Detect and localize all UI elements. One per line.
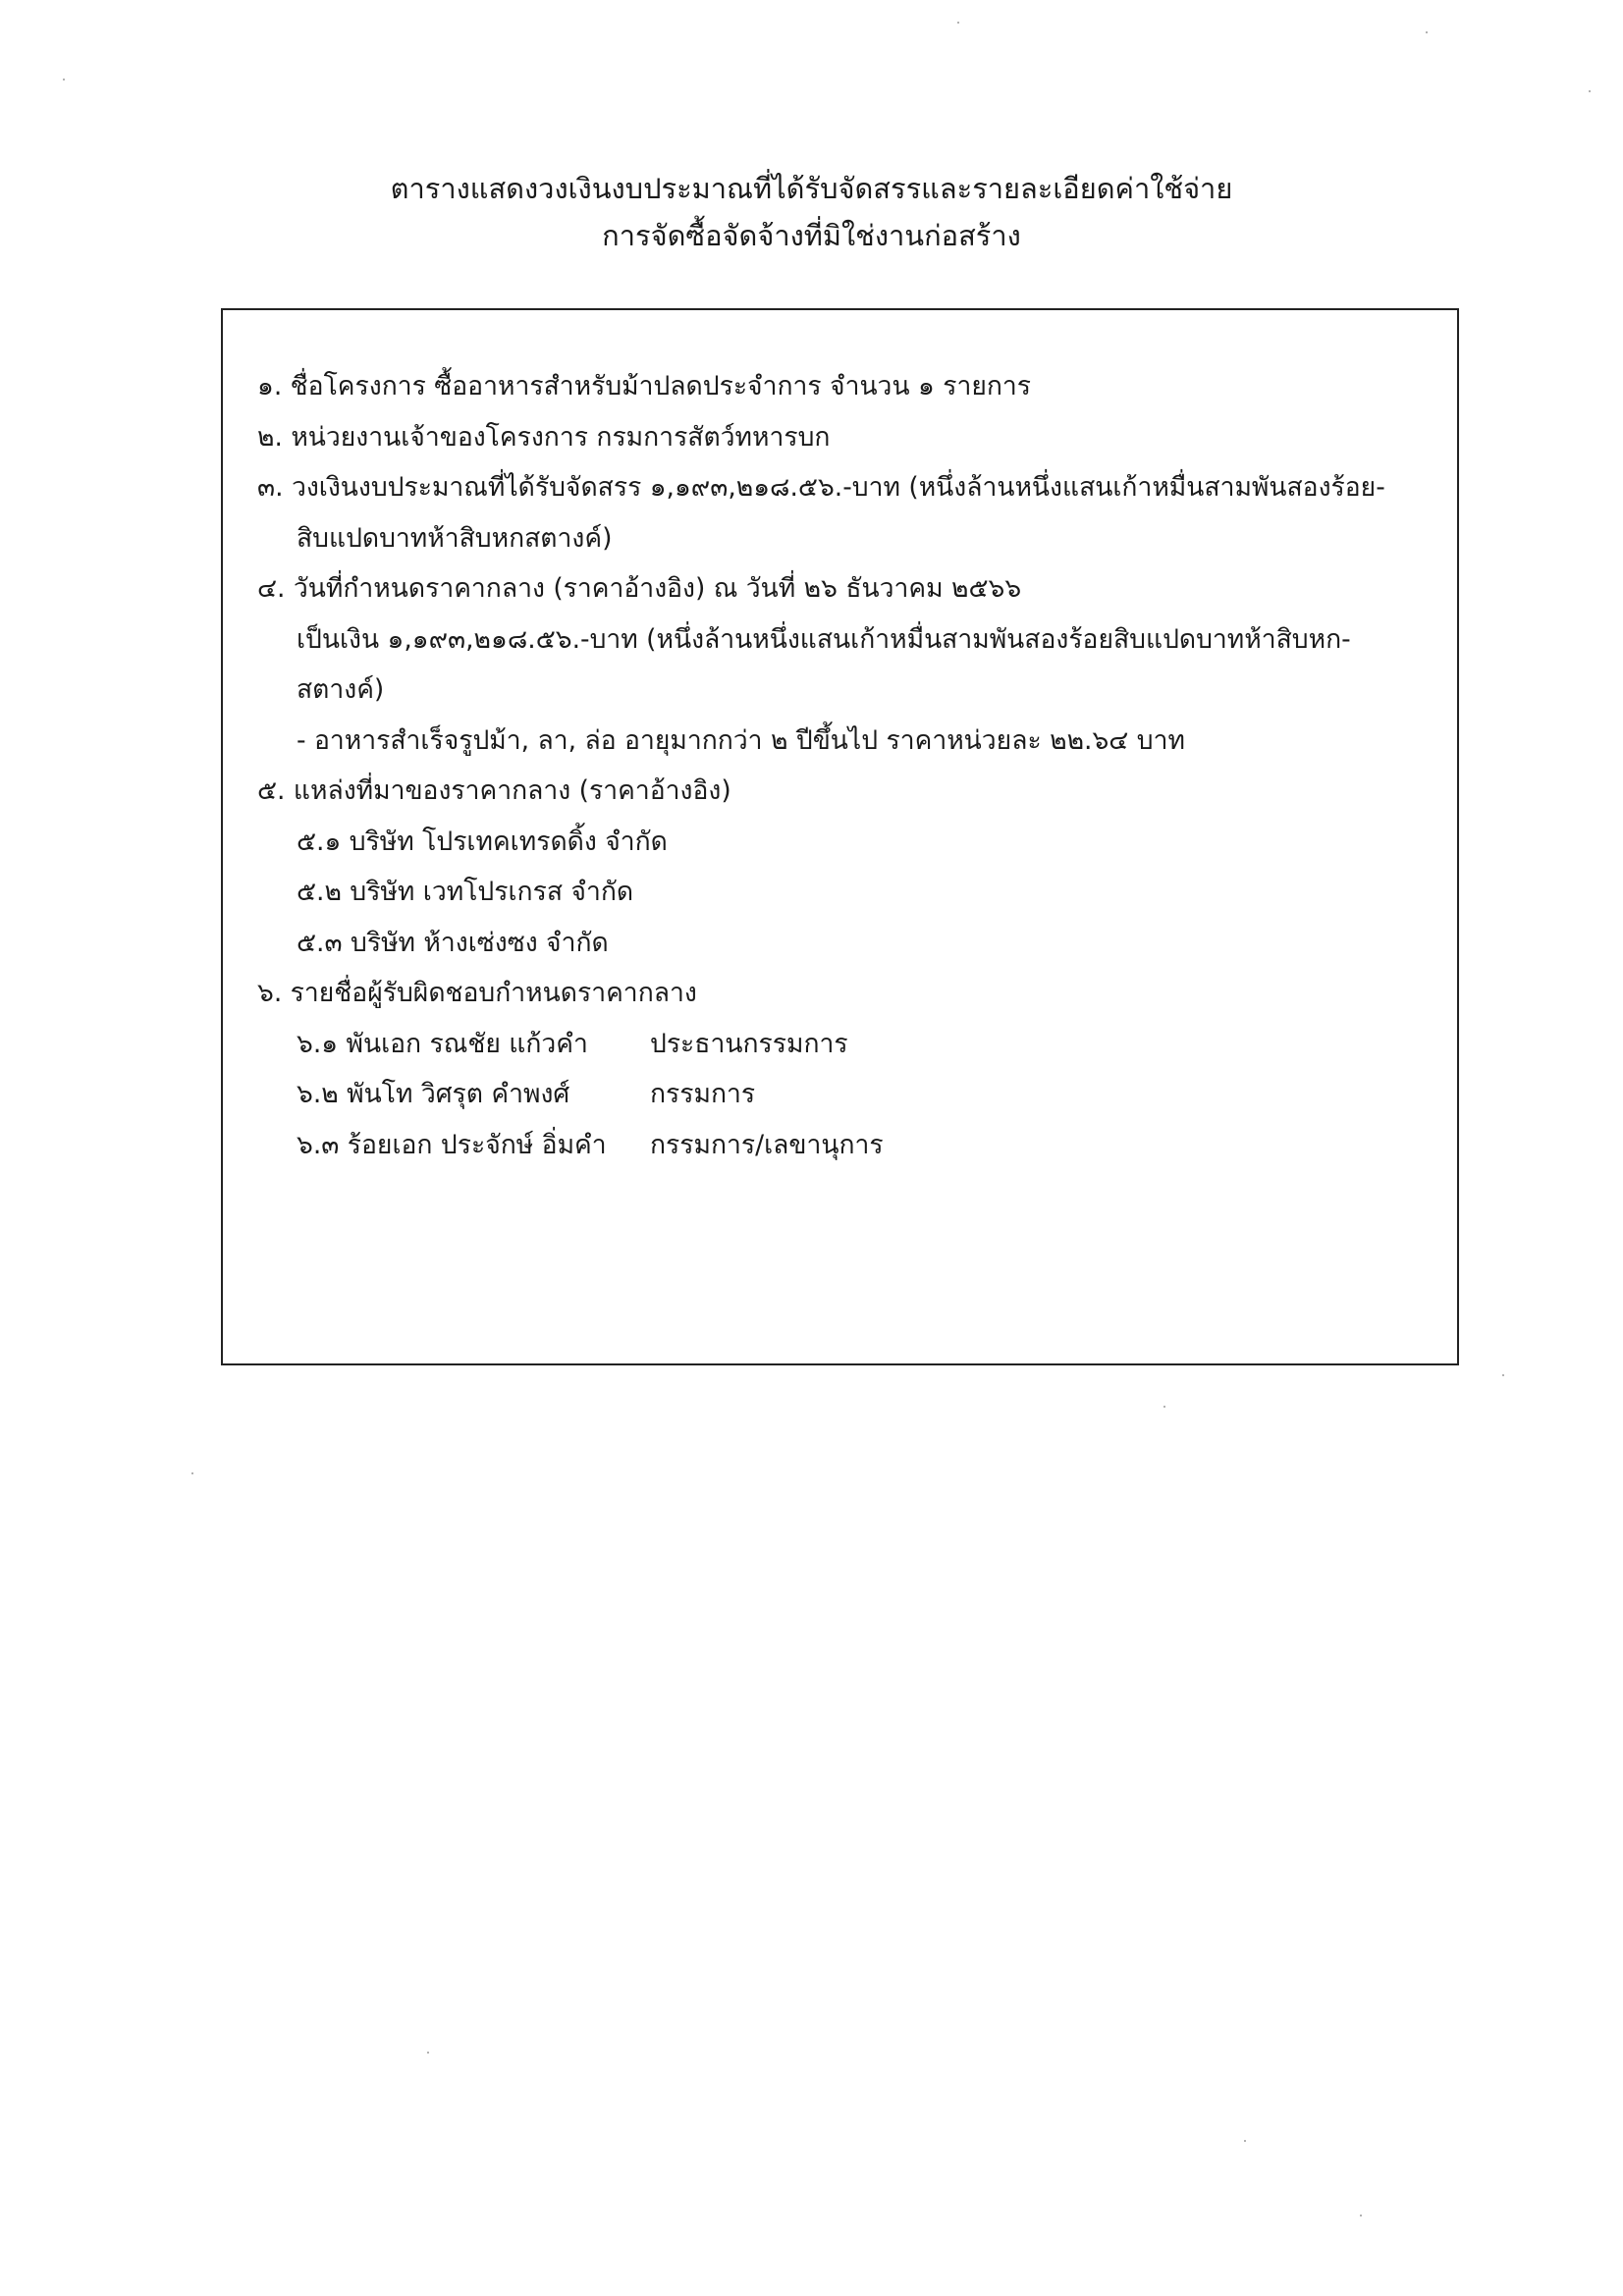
scan-speck	[1244, 2140, 1246, 2142]
title-line-1: ตารางแสดงวงเงินงบประมาณที่ได้รับจัดสรรและรายละเอียดค่าใช้จ่าย	[390, 172, 1233, 205]
item-project-owner: ๒. หน่วยงานเจ้าของโครงการ กรมการสัตว์ทหารบก	[257, 421, 831, 453]
committee-member	[257, 1019, 1435, 1070]
scan-speck	[957, 22, 959, 24]
source-item: ๕.๓ บริษัท ห้างเซ่งซง จำกัด	[297, 927, 609, 958]
committee-member-name: ๖.๓ ร้อยเอก ประจักษ์ อิ่มคำ	[297, 1129, 607, 1160]
scan-speck	[427, 2052, 429, 2054]
item-price-date-line-3: สตางค์)	[297, 674, 385, 705]
scan-speck	[1589, 90, 1591, 92]
committee-member-role: กรรมการ	[650, 1079, 756, 1109]
scan-speck	[1426, 31, 1428, 33]
committee-member-name: ๖.๑ พันเอก รณชัย แก้วคำ	[297, 1028, 588, 1059]
item-list	[257, 361, 1435, 1170]
page-title	[0, 165, 1623, 259]
scan-speck	[1163, 1406, 1165, 1408]
scan-speck	[1360, 2215, 1362, 2216]
source-item: ๕.๑ บริษัท โปรเทคเทรดดิ้ง จำกัด	[297, 826, 668, 857]
item-price-date-line-1: ๔. วันที่กำหนดราคากลาง (ราคาอ้างอิง) ณ วันที่ ๒๖ ธันวาคม ๒๕๖๖	[257, 573, 1022, 604]
item-project-name: ๑. ชื่อโครงการ ซื้ออาหารสำหรับม้าปลดประจำการ จำนวน ๑ รายการ	[257, 371, 1032, 401]
item-unit-price: - อาหารสำเร็จรูปม้า, ลา, ล่อ อายุมากกว่า ๒ ปีขึ้นไป ราคาหน่วยละ ๒๒.๖๔ บาท	[297, 724, 1185, 756]
title-line-2: การจัดซื้อจัดจ้างที่มิใช่งานก่อสร้าง	[602, 219, 1021, 252]
scan-speck	[1502, 1374, 1504, 1376]
scan-speck	[191, 1472, 193, 1474]
item-price-date-line-2: เป็นเงิน ๑,๑๙๓,๒๑๘.๕๖.-บาท (หนึ่งล้านหนึ่งแสนเก้าหมื่นสามพันสองร้อยสิบแปดบาทห้าสิบหก-	[297, 623, 1351, 655]
item-committee-heading: ๖. รายชื่อผู้รับผิดชอบกำหนดราคากลาง	[257, 978, 697, 1008]
committee-member-role: ประธานกรรมการ	[650, 1028, 848, 1059]
item-sources-heading: ๕. แหล่งที่มาของราคากลาง (ราคาอ้างอิง)	[257, 775, 731, 806]
scan-speck	[63, 79, 65, 80]
item-budget-line-2: สิบแปดบาทห้าสิบหกสตางค์)	[297, 522, 613, 554]
source-item: ๕.๒ บริษัท เวทโปรเกรส จำกัด	[297, 877, 634, 907]
committee-member	[257, 1120, 1435, 1171]
item-budget-line-1: ๓. วงเงินงบประมาณที่ได้รับจัดสรร ๑,๑๙๓,๒๑๘.๕๖.-บาท (หนึ่งล้านหนึ่งแสนเก้าหมื่นสามพันสองร้อย-	[257, 472, 1385, 503]
committee-member-role: กรรมการ/เลขานุการ	[650, 1129, 884, 1160]
committee-member-name: ๖.๒ พันโท วิศรุต คำพงศ์	[297, 1079, 570, 1109]
committee-member	[257, 1069, 1435, 1120]
